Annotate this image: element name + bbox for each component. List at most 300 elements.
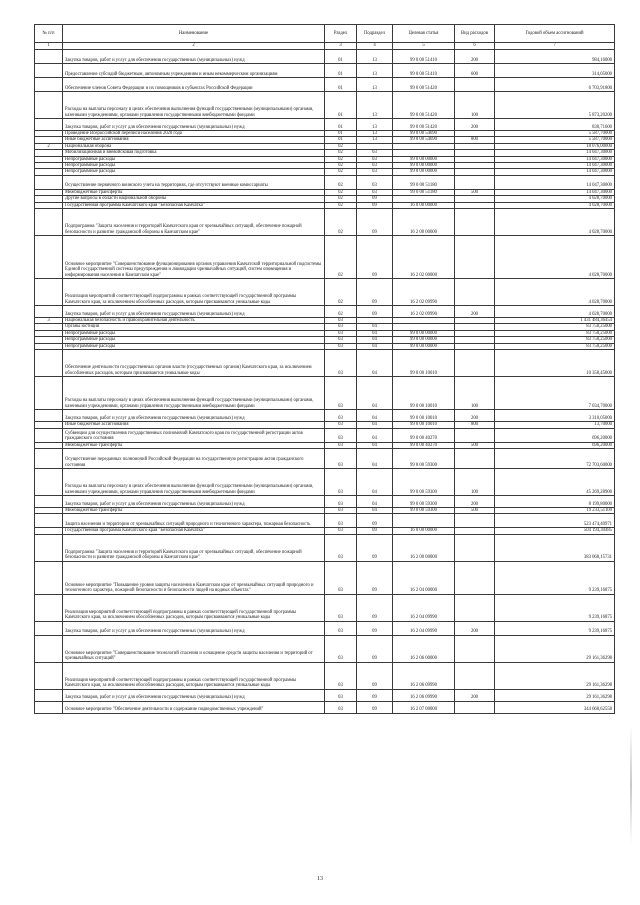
cell-p: 09 [357,514,393,528]
cell-amt: 14 047,30000 [495,175,615,189]
cell-p: 09 [357,561,393,594]
cell-name: Национальная оборона [63,143,325,149]
column-number-row [35,43,615,50]
cell-r: 03 [325,495,357,507]
page-number: 13 [317,876,323,882]
cell-name: Проведение Всероссийской переписи населения 2020 года [63,131,325,137]
cell-name: Мобилизационная и вневойсковая подготовка [63,150,325,156]
cell-cs: 99 0 00 51410 [393,50,455,64]
cell-p: 04 [357,337,393,343]
cell-amt: 830,71600 [495,119,615,131]
cell-r: 03 [325,324,357,330]
cell-amt: 72 703,60000 [495,448,615,468]
cell-amt: 4 028,70000 [495,279,615,306]
cell-r: 02 [325,156,357,162]
header-podrazdel: Подраздел [357,25,393,43]
cell-amt: 5 587,70000 [495,131,615,137]
header-vid: Вид расходов [455,25,495,43]
cell-p: 04 [357,350,393,377]
cell-vr [455,78,495,92]
cell-cs: 99 0 00 10010 [393,410,455,422]
table-row [35,701,615,713]
cell-amt: 7 034,70000 [495,377,615,410]
cell-amt: 10 358,45000 [495,350,615,377]
cell-no [35,621,63,635]
cell-amt: 6 703,91800 [495,78,615,92]
cell-amt: 9 239,16875 [495,594,615,621]
cell-vr: 100 [455,468,495,495]
cell-cs: 99 0 00 51420 [393,119,455,131]
cell-r: 03 [325,635,357,662]
cell-cs: 99 0 00 00000 [393,337,455,343]
cell-cs: 16 0 00 00000 [393,202,455,208]
cell-name: Закупка товаров, работ и услуг для обеспечения государственных (муниципальных) нужд [63,119,325,131]
cell-p: 04 [357,410,393,422]
cell-r: 03 [325,594,357,621]
cell-name: Подпрограмма "Защита населения и территорий Камчатского края от чрезвычайных ситуаций, обеспечение пожарной безопасности и развитие гражданской обороны в Камчатском крае" [63,534,325,561]
cell-p: 04 [357,343,393,349]
cell-name: Непрограммные расходы [63,330,325,336]
cell-amt: 4 028,70000 [495,196,615,202]
cell-cs: 99 0 00 59300 [393,495,455,507]
cell-amt: 504 194,30485 [495,528,615,534]
cell-amt: 83 758,25000 [495,324,615,330]
cell-r: 01 [325,78,357,92]
cell-name: Расходы на выплаты персоналу в целях обеспечения выполнения функций государственными (муниципальными) органами, казенными учреждениями, органами управления государственными внебюджетными фондами [63,377,325,410]
cell-no [35,662,63,689]
cell-amt: 4 028,70000 [495,306,615,318]
table-row [35,662,615,689]
cell-name: Закупка товаров, работ и услуг для обеспечения государственных (муниципальных) нужд [63,495,325,507]
cell-name: Реализация мероприятий соответствующей подпрограммы в рамках соответствующей государственной программы Камчатского края, за исключением обособленных расходов, которым присваиваются уникальные коды [63,279,325,306]
cell-r: 01 [325,137,357,143]
cell-p: 03 [357,150,393,156]
cell-cs: 99 0 00 00000 [393,156,455,162]
cell-p: 13 [357,64,393,78]
cell-vr: 200 [455,306,495,318]
cell-cs: 99 0 00 59300 [393,507,455,513]
cell-cs: 99 0 00 59300 [393,448,455,468]
cell-vr [455,701,495,713]
header-target: Целевая статья [393,25,455,43]
cell-name: Государственная программа Камчатского края "Безопасная Камчатка" [63,528,325,534]
cell-amt: 1 431 484,36454 [495,318,615,324]
cell-p: 09 [357,236,393,279]
cell-name: Реализация мероприятий соответствующей подпрограммы в рамках соответствующей государственной программы Камчатского края, за исключением обособленных расходов, которым присваиваются уникальные коды [63,594,325,621]
colnum: 5 [393,43,455,50]
cell-r: 02 [325,209,357,236]
cell-r: 03 [325,377,357,410]
table-row [35,410,615,422]
table-row [35,64,615,78]
cell-no [35,279,63,306]
cell-name: Основное мероприятие "Совершенствование технологий спасения и оснащение средств защиты населения и территорий от чрезвычайных ситуаций" [63,635,325,662]
cell-vr: 500 [455,442,495,448]
cell-no: 2 [35,143,63,149]
cell-p: 09 [357,528,393,534]
cell-amt: 45 269,28900 [495,468,615,495]
table-row [35,306,615,318]
cell-amt: 696,20000 [495,428,615,442]
cell-name: Закупка товаров, работ и услуг для обеспечения государственных (муниципальных) нужд [63,50,325,64]
cell-cs: 99 0 00 00000 [393,330,455,336]
cell-amt: 8 199,80000 [495,495,615,507]
cell-r: 03 [325,337,357,343]
cell-name: Обеспечение деятельности государственных органов власти (государственных органов) Камчатского края, за исключением обособленных расходов, которым присваиваются уникальные коды [63,350,325,377]
cell-r: 02 [325,189,357,195]
cell-cs: 99 0 00 51420 [393,92,455,119]
cell-r: 02 [325,236,357,279]
cell-name: Непрограммные расходы [63,156,325,162]
cell-no [35,119,63,131]
cell-amt: 314,05000 [495,64,615,78]
cell-r: 03 [325,662,357,689]
cell-vr: 500 [455,507,495,513]
cell-r: 02 [325,163,357,169]
cell-r: 03 [325,442,357,448]
cell-cs [393,514,455,528]
cell-no [35,514,63,528]
cell-vr: 200 [455,410,495,422]
cell-cs: 99 0 00 54690 [393,137,455,143]
cell-amt: 14 047,30000 [495,150,615,156]
cell-name: Межбюджетные трансферты [63,442,325,448]
cell-p: 13 [357,92,393,119]
cell-cs: 16 0 00 00000 [393,528,455,534]
header-name: Наименование [63,25,325,43]
cell-no [35,175,63,189]
cell-name: Органы юстиции [63,324,325,330]
cell-no [35,50,63,64]
cell-no [35,689,63,701]
cell-r: 03 [325,528,357,534]
header-razdel: Раздел [325,25,357,43]
cell-no [35,64,63,78]
cell-amt: 29 161,36298 [495,635,615,662]
cell-amt: 344 668,62558 [495,701,615,713]
cell-name: Закупка товаров, работ и услуг для обеспечения государственных (муниципальных) нужд [63,306,325,318]
cell-vr [455,350,495,377]
table-row [35,635,615,662]
table-row [35,428,615,442]
cell-no [35,428,63,442]
table-body [35,43,615,714]
cell-p: 09 [357,621,393,635]
cell-amt: 383 068,15731 [495,534,615,561]
table-header-row [35,25,615,43]
cell-p: 04 [357,495,393,507]
budget-allocation-table [34,24,615,714]
cell-p: 13 [357,50,393,64]
cell-r: 01 [325,92,357,119]
cell-p: 09 [357,202,393,208]
table-row [35,78,615,92]
cell-cs: 16 2 07 00000 [393,701,455,713]
cell-name: Непрограммные расходы [63,163,325,169]
cell-r: 02 [325,175,357,189]
cell-amt: 4 028,70000 [495,202,615,208]
cell-name: Основное мероприятие "Повышение уровня защиты населения в Камчатском крае от чрезвычайных ситуаций природного и техногенного характера, пожарной безопасности и безопасности людей на водных объектах" [63,561,325,594]
cell-p: 04 [357,468,393,495]
cell-cs: 99 0 00 40270 [393,442,455,448]
cell-p: 13 [357,119,393,131]
table-row [35,279,615,306]
table-row [35,119,615,131]
cell-r: 03 [325,468,357,495]
cell-r: 03 [325,621,357,635]
table-row [35,350,615,377]
cell-cs: 99 0 00 00000 [393,163,455,169]
table-row [35,621,615,635]
cell-amt: 696,20000 [495,442,615,448]
table-row [35,495,615,507]
cell-p: 04 [357,507,393,513]
cell-p: 04 [357,330,393,336]
cell-amt: 14 047,30000 [495,156,615,162]
cell-r: 03 [325,410,357,422]
header-num: № п/п [35,25,63,43]
cell-no [35,377,63,410]
table-row [35,175,615,189]
cell-name: Другие вопросы в области национальной обороны [63,196,325,202]
cell-no [35,495,63,507]
cell-cs: 99 0 00 59300 [393,468,455,495]
cell-cs: 16 2 04 00000 [393,561,455,594]
cell-name: Расходы на выплаты персоналу в целях обеспечения выполнения функций государственными (муниципальными) органами, казенными учреждениями, органами управления государственными внебюджетными фондами [63,468,325,495]
table-row [35,594,615,621]
cell-no [35,209,63,236]
cell-r: 03 [325,428,357,442]
colnum: 3 [325,43,357,50]
cell-cs: 16 2 02 09990 [393,306,455,318]
cell-p: 09 [357,279,393,306]
cell-r: 01 [325,119,357,131]
cell-vr: 200 [455,621,495,635]
cell-p: 09 [357,534,393,561]
cell-cs: 16 2 04 09990 [393,621,455,635]
cell-r: 03 [325,534,357,561]
cell-name: Осуществление переданных полномочий Российской Федерации на государственную регистрацию актов гражданского состояния [63,448,325,468]
cell-vr: 100 [455,92,495,119]
cell-cs: 16 2 06 09990 [393,689,455,701]
cell-cs: 16 2 00 00000 [393,209,455,236]
cell-p: 03 [357,163,393,169]
cell-name: Реализация мероприятий соответствующей подпрограммы в рамках соответствующей государственной программы Камчатского края, за исключением обособленных расходов, которым присваиваются уникальные коды [63,662,325,689]
table-row [35,561,615,594]
table-row [35,92,615,119]
cell-vr [455,662,495,689]
cell-p: 03 [357,175,393,189]
budget-table-page [34,24,614,714]
cell-cs: 16 2 06 00000 [393,635,455,662]
cell-cs: 99 0 00 54690 [393,131,455,137]
cell-amt: 14 047,30000 [495,163,615,169]
cell-name: Непрограммные расходы [63,337,325,343]
cell-p: 03 [357,169,393,175]
cell-cs: 16 2 06 09990 [393,662,455,689]
cell-r: 01 [325,64,357,78]
cell-amt: 18 076,00000 [495,143,615,149]
cell-name: Закупка товаров, работ и услуг для обеспечения государственных (муниципальных) нужд [63,689,325,701]
cell-vr [455,236,495,279]
cell-vr: 200 [455,119,495,131]
cell-no [35,635,63,662]
cell-cs: 99 0 00 10010 [393,422,455,428]
cell-r: 03 [325,689,357,701]
cell-cs: 16 2 02 00000 [393,236,455,279]
cell-name: Основное мероприятие "Совершенствование функционирования органов управления Камчатской территориальной подсистемы Единой государственной системы предупреждения и ликвидации чрезвычайных ситуаций, систем оповещения и информирования населения в Камчатском крае" [63,236,325,279]
cell-r: 03 [325,448,357,468]
cell-vr [455,561,495,594]
cell-no: 3 [35,318,63,324]
cell-p: 04 [357,448,393,468]
cell-p: 04 [357,442,393,448]
cell-name: Закупка товаров, работ и услуг для обеспечения государственных (муниципальных) нужд [63,410,325,422]
cell-amt: 9 239,16875 [495,621,615,635]
cell-p: 13 [357,131,393,137]
cell-p: 13 [357,78,393,92]
cell-vr [455,175,495,189]
cell-amt: 83 758,25000 [495,337,615,343]
cell-name: Государственная программа Камчатского края "Безопасная Камчатка" [63,202,325,208]
cell-cs: 99 0 00 51420 [393,78,455,92]
cell-vr [455,428,495,442]
cell-r: 03 [325,514,357,528]
cell-r: 02 [325,279,357,306]
cell-name: Предоставление субсидий бюджетным, автономным учреждениям и иным некоммерческим организациям [63,64,325,78]
cell-cs: 16 2 02 09990 [393,279,455,306]
cell-p: 03 [357,156,393,162]
cell-r: 03 [325,350,357,377]
cell-name: Иные бюджетные ассигнования [63,137,325,143]
colnum: 2 [63,43,325,50]
cell-p: 03 [357,189,393,195]
table-row [35,236,615,279]
cell-name: Основное мероприятие "Обеспечение деятельности и содержание подведомственных учреждений" [63,701,325,713]
cell-r: 01 [325,131,357,137]
cell-r: 03 [325,343,357,349]
cell-p: 09 [357,701,393,713]
cell-vr: 200 [455,50,495,64]
cell-cs: 99 0 00 51410 [393,64,455,78]
table-row [35,448,615,468]
cell-vr: 200 [455,689,495,701]
cell-vr: 500 [455,189,495,195]
cell-name: Расходы на выплаты персоналу в целях обеспечения выполнения функций государственными (муниципальными) органами, казенными учреждениями, органами управления государственными внебюджетными фондами [63,92,325,119]
cell-p: 09 [357,196,393,202]
cell-amt: 29 161,36298 [495,662,615,689]
cell-vr [455,594,495,621]
cell-vr: 800 [455,422,495,428]
cell-r: 03 [325,422,357,428]
cell-amt: 14 047,30000 [495,189,615,195]
cell-p: 04 [357,324,393,330]
table-row [35,514,615,528]
cell-vr [455,279,495,306]
cell-amt: 14 047,30000 [495,169,615,175]
table-row [35,534,615,561]
cell-no [35,92,63,119]
cell-name: Непрограммные расходы [63,343,325,349]
cell-cs: 99 0 00 51180 [393,189,455,195]
cell-name: Осуществление первичного воинского учета на территориях, где отсутствуют военные комиссариаты [63,175,325,189]
cell-name: Иные бюджетные ассигнования [63,422,325,428]
colnum: 7 [495,43,615,50]
cell-name: Субвенции для осуществления государственных полномочий Камчатского края по государственной регистрации актов гражданского состояния [63,428,325,442]
cell-amt: 29 161,36298 [495,689,615,701]
cell-name: Национальная безопасность и правоохранительная деятельность [63,318,325,324]
cell-p: 13 [357,137,393,143]
cell-name: Непрограммные расходы [63,169,325,175]
cell-cs: 99 0 00 10010 [393,377,455,410]
table-row [35,209,615,236]
colnum: 1 [35,43,63,50]
cell-vr: 600 [455,64,495,78]
cell-amt: 9 239,16875 [495,561,615,594]
cell-no [35,468,63,495]
cell-p: 09 [357,209,393,236]
scan-shadow [630,725,632,845]
cell-r: 03 [325,318,357,324]
cell-no [35,410,63,422]
colnum: 6 [455,43,495,50]
cell-amt: 83 758,25000 [495,330,615,336]
cell-cs: 99 0 00 10010 [393,350,455,377]
header-amount: Годовой объем ассигнований [495,25,615,43]
cell-p: 09 [357,306,393,318]
cell-cs: 16 2 00 00000 [393,534,455,561]
cell-r: 03 [325,507,357,513]
cell-amt: 5 873,20200 [495,92,615,119]
cell-p: 09 [357,635,393,662]
cell-no [35,350,63,377]
cell-vr: 100 [455,377,495,410]
cell-p: 09 [357,689,393,701]
cell-name: Межбюджетные трансферты [63,507,325,513]
cell-no [35,236,63,279]
cell-name: Защита населения и территории от чрезвычайных ситуаций природного и техногенного характера, пожарная безопасность [63,514,325,528]
colnum: 4 [357,43,393,50]
cell-r: 03 [325,561,357,594]
cell-vr: 200 [455,495,495,507]
cell-name: Межбюджетные трансферты [63,189,325,195]
cell-no [35,306,63,318]
cell-vr [455,635,495,662]
cell-no [35,561,63,594]
cell-cs: 99 0 00 00000 [393,169,455,175]
cell-p: 04 [357,422,393,428]
cell-r: 02 [325,143,357,149]
cell-name: Закупка товаров, работ и услуг для обеспечения государственных (муниципальных) нужд [63,621,325,635]
cell-name: Подпрограмма "Защита населения и территорий Камчатского края от чрезвычайных ситуаций, обеспечение пожарной безопасности и развитие гражданской обороны в Камчатском крае" [63,209,325,236]
cell-r: 03 [325,701,357,713]
table-row [35,468,615,495]
cell-r: 02 [325,150,357,156]
cell-amt: 4 028,70000 [495,236,615,279]
cell-p: 04 [357,377,393,410]
cell-p: 04 [357,428,393,442]
cell-cs: 99 0 00 40270 [393,428,455,442]
cell-amt: 83 758,25000 [495,343,615,349]
cell-p: 09 [357,594,393,621]
cell-cs: 16 2 04 09990 [393,594,455,621]
cell-no [35,594,63,621]
cell-r: 02 [325,196,357,202]
cell-amt: 3 310,05000 [495,410,615,422]
cell-amt: 4 028,70000 [495,209,615,236]
cell-amt: 5 587,70000 [495,137,615,143]
cell-vr [455,534,495,561]
